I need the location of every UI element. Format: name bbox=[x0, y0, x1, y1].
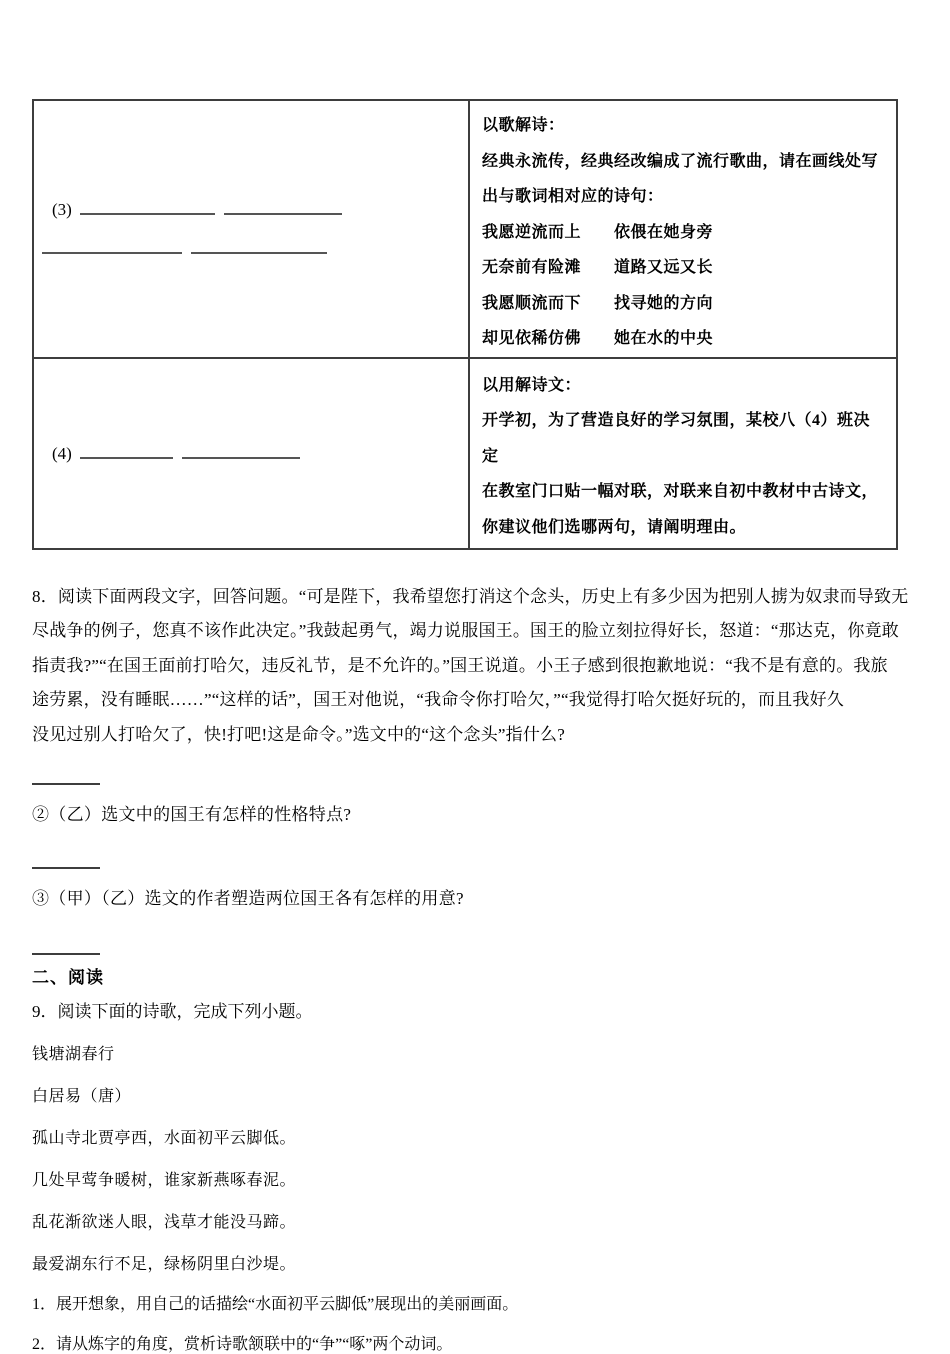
answer-blank bbox=[80, 443, 173, 459]
item-4-label: (4) bbox=[52, 443, 72, 463]
answer-cell-3 bbox=[33, 100, 469, 358]
question-8-line: 尽战争的例子，您真不该作此决定。”我鼓起勇气，竭力说服国王。国王的脸立刻拉得好长，怒道：“那达克，你竟敢 bbox=[32, 621, 899, 641]
question-9-sub-2: 2．请从炼字的角度，赏析诗歌颔联中的“争”“啄”两个动词。 bbox=[32, 1336, 453, 1354]
poem-block bbox=[32, 1041, 920, 1274]
poem-title: 钱塘湖春行 bbox=[32, 1046, 115, 1064]
prompt-line: 以用解诗文： bbox=[482, 376, 582, 394]
prompt-line: 出与歌词相对应的诗句： bbox=[482, 188, 664, 205]
prompt-line: 以歌解诗： bbox=[482, 117, 565, 134]
prompt-cell-couplet bbox=[469, 358, 897, 549]
answer-blank bbox=[191, 238, 327, 254]
answer-blank bbox=[224, 199, 342, 215]
poem-line: 孤山寺北贾亭西，水面初平云脚低。 bbox=[32, 1130, 297, 1148]
answer-blank bbox=[80, 199, 215, 215]
prompt-line: 你建议他们选哪两句，请阐明理由。 bbox=[482, 518, 747, 536]
answer-line-row bbox=[32, 942, 920, 948]
prompt-line: 开学初，为了营造良好的学习氛围，某校八（4）班决定 bbox=[482, 412, 871, 465]
question-8-line: 8．阅读下面两段文字，回答问题。“可是陛下，我希望您打消这个念头，历史上有多少因为把别人掳为奴隶而导致无 bbox=[32, 586, 909, 606]
answer-line-row bbox=[32, 856, 920, 862]
section-2-heading: 二、阅读 bbox=[32, 968, 104, 988]
poem-line: 乱花渐欲迷人眼，浅草才能没马蹄。 bbox=[32, 1214, 297, 1232]
question-9-sub-1: 1．展开想象，用自己的话描绘“水面初平云脚低”展现出的美丽画面。 bbox=[32, 1296, 519, 1314]
table-row-3 bbox=[33, 100, 897, 358]
lyric-line: 无奈前有险滩 道路又远又长 bbox=[482, 259, 714, 276]
question-8-line: 没见过别人打哈欠了，快!打吧!这是命令。”选文中的“这个念头”指什么? bbox=[32, 724, 566, 744]
poem-line: 最爱湖东行不足，绿杨阴里白沙堤。 bbox=[32, 1256, 297, 1274]
answer-blank-line bbox=[52, 443, 467, 464]
question-8-sub-2: ②（乙）选文中的国王有怎样的性格特点? bbox=[32, 805, 352, 825]
table-row-4 bbox=[33, 358, 897, 549]
poetry-matching-table bbox=[32, 99, 898, 550]
answer-blank-line bbox=[42, 238, 467, 259]
question-9-intro: 9．阅读下面的诗歌，完成下列小题。 bbox=[32, 1002, 313, 1022]
question-8-text bbox=[32, 580, 920, 753]
question-8-line: 途劳累，没有睡眠……”“这样的话”，国王对他说，“我命令你打哈欠，”“我觉得打哈欠挺好玩的，而且我好久 bbox=[32, 690, 844, 710]
answer-line bbox=[32, 949, 100, 955]
answer-line bbox=[32, 779, 100, 785]
lyric-line: 我愿逆流而上 依偎在她身旁 bbox=[482, 223, 714, 241]
item-3-label: (3) bbox=[52, 199, 72, 219]
prompt-cell-song bbox=[469, 100, 897, 358]
answer-blank-line bbox=[52, 199, 467, 220]
question-8-line: 指责我?”“在国王面前打哈欠，违反礼节，是不允许的。”国王说道。小王子感到很抱歉地说：“我不是有意的。我旅 bbox=[32, 655, 888, 675]
question-8-sub-3: ③（甲）（乙）选文的作者塑造两位国王各有怎样的用意? bbox=[32, 889, 464, 909]
answer-line bbox=[32, 863, 100, 869]
answer-blank bbox=[42, 238, 182, 254]
poem-author: 白居易（唐） bbox=[32, 1088, 132, 1106]
answer-blank bbox=[182, 443, 300, 459]
poem-line: 几处早莺争暖树，谁家新燕啄春泥。 bbox=[32, 1172, 297, 1190]
lyric-line: 我愿顺流而下 找寻她的方向 bbox=[482, 294, 714, 312]
lyric-line: 却见依稀仿佛 她在水的中央 bbox=[482, 330, 714, 347]
answer-line-row bbox=[32, 772, 920, 778]
prompt-line: 经典永流传，经典经改编成了流行歌曲，请在画线处写 bbox=[482, 152, 879, 170]
prompt-line: 在教室门口贴一幅对联，对联来自初中教材中古诗文， bbox=[482, 483, 879, 501]
answer-cell-4 bbox=[33, 358, 469, 549]
